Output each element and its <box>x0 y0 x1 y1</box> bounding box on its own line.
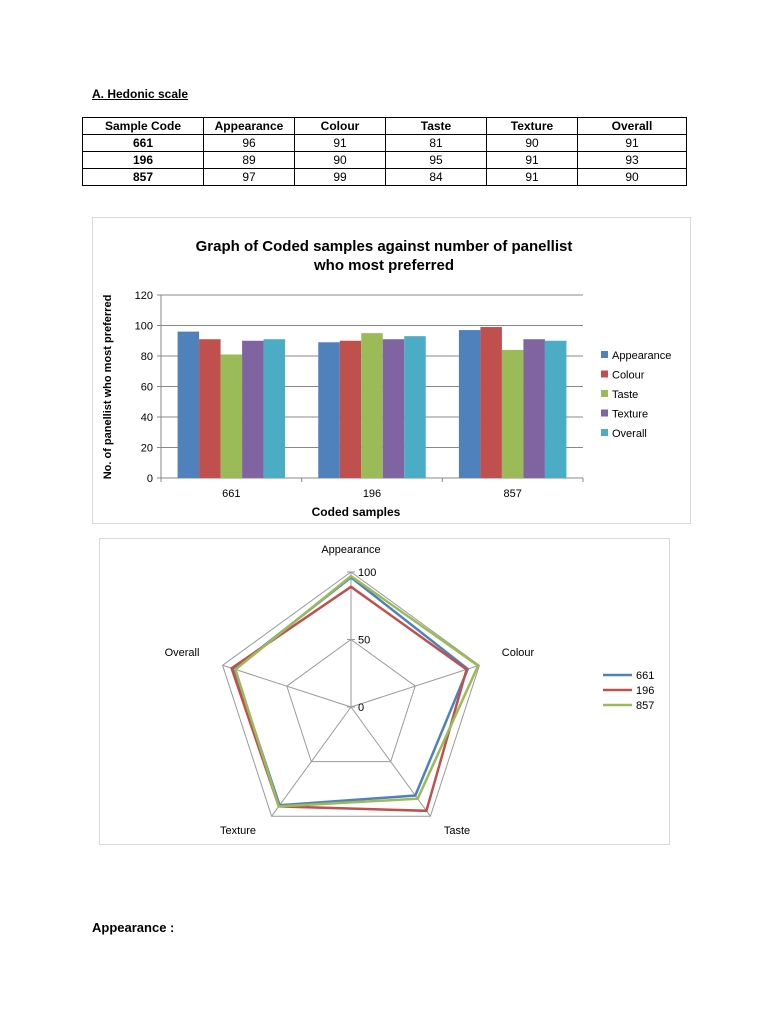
legend-swatch <box>601 371 608 378</box>
table-row <box>83 152 687 169</box>
radar-axis-label: Taste <box>443 825 471 837</box>
hedonic-table <box>82 117 687 186</box>
table-cell: 90 <box>487 135 578 152</box>
radar-series-line <box>232 587 467 811</box>
y-axis-label: No. of panellist who most preferred <box>102 294 114 480</box>
radar-chart <box>100 539 669 844</box>
legend-label: 196 <box>636 685 655 697</box>
legend-label: Overall <box>612 428 647 440</box>
x-tick-label: 661 <box>222 488 241 500</box>
radar-tick-label: 50 <box>358 634 371 647</box>
table-cell: 91 <box>295 135 386 152</box>
table-cell: 84 <box>386 169 487 186</box>
table-cell-sample-code: 661 <box>83 135 204 152</box>
bar-chart-frame <box>92 217 691 524</box>
legend-swatch <box>601 429 608 436</box>
legend-label: Appearance <box>612 350 672 362</box>
table-header-cell: Sample Code <box>83 118 204 135</box>
bar <box>480 327 502 478</box>
table-row <box>83 169 687 186</box>
bar <box>199 339 221 478</box>
table-cell: 93 <box>578 152 687 169</box>
table-cell: 81 <box>386 135 487 152</box>
table-cell: 90 <box>578 169 687 186</box>
bar <box>545 341 567 478</box>
y-tick-label: 20 <box>140 442 153 455</box>
radar-axis-label: Appearance <box>321 544 381 556</box>
table-header-cell: Texture <box>487 118 578 135</box>
x-tick-label: 857 <box>503 488 522 500</box>
chart-title: Graph of Coded samples against number of panellist <box>195 238 573 255</box>
bar <box>318 342 340 478</box>
radar-tick-label: 0 <box>358 702 365 714</box>
legend-label: Colour <box>612 369 645 382</box>
legend-label: 857 <box>636 700 655 712</box>
table-header-cell: Taste <box>386 118 487 135</box>
table-cell-sample-code: 857 <box>83 169 204 186</box>
table-header-cell: Appearance <box>204 118 295 135</box>
bar <box>361 333 383 478</box>
y-tick-label: 0 <box>146 473 153 485</box>
bar <box>383 339 405 478</box>
table-header-cell: Colour <box>295 118 386 135</box>
radar-tick-label: 100 <box>358 567 377 579</box>
table-cell: 91 <box>487 169 578 186</box>
table-cell: 89 <box>204 152 295 169</box>
table-header-row <box>83 118 687 135</box>
radar-axis-label: Overall <box>164 647 200 659</box>
bar <box>221 354 243 478</box>
table-cell: 99 <box>295 169 386 186</box>
table-row <box>83 135 687 152</box>
bar <box>404 336 426 478</box>
radar-series-line <box>235 576 478 806</box>
legend-swatch <box>601 410 608 417</box>
radar-axis-label: Texture <box>219 825 257 837</box>
y-tick-label: 40 <box>140 412 153 424</box>
chart-title: who most preferred <box>313 257 455 274</box>
radar-axis-label: Colour <box>501 647 535 659</box>
y-tick-label: 100 <box>134 320 153 333</box>
table-cell: 97 <box>204 169 295 186</box>
legend-label: Taste <box>612 389 639 401</box>
table-cell: 96 <box>204 135 295 152</box>
bar-chart <box>93 218 690 523</box>
table-cell: 95 <box>386 152 487 169</box>
bar <box>178 332 200 478</box>
table-cell: 91 <box>487 152 578 169</box>
table-cell: 90 <box>295 152 386 169</box>
bar <box>264 339 286 478</box>
bar <box>340 341 362 478</box>
x-tick-label: 196 <box>362 488 382 500</box>
table-cell-sample-code: 196 <box>83 152 204 169</box>
bar <box>523 339 545 478</box>
legend-label: Texture <box>612 408 649 421</box>
radar-chart-frame <box>99 538 670 845</box>
section-heading: A. Hedonic scale <box>92 87 189 101</box>
table-cell: 91 <box>578 135 687 152</box>
bar <box>459 330 481 478</box>
y-tick-label: 80 <box>140 351 153 363</box>
legend-swatch <box>601 351 608 358</box>
legend-swatch <box>601 390 608 397</box>
table-header-cell: Overall <box>578 118 687 135</box>
bar <box>502 350 523 478</box>
x-axis-label: Coded samples <box>311 505 401 519</box>
bar <box>242 341 263 478</box>
y-tick-label: 120 <box>134 290 153 302</box>
y-tick-label: 60 <box>140 381 153 394</box>
legend-label: 661 <box>636 670 655 682</box>
appearance-section-label: Appearance : <box>92 920 175 935</box>
